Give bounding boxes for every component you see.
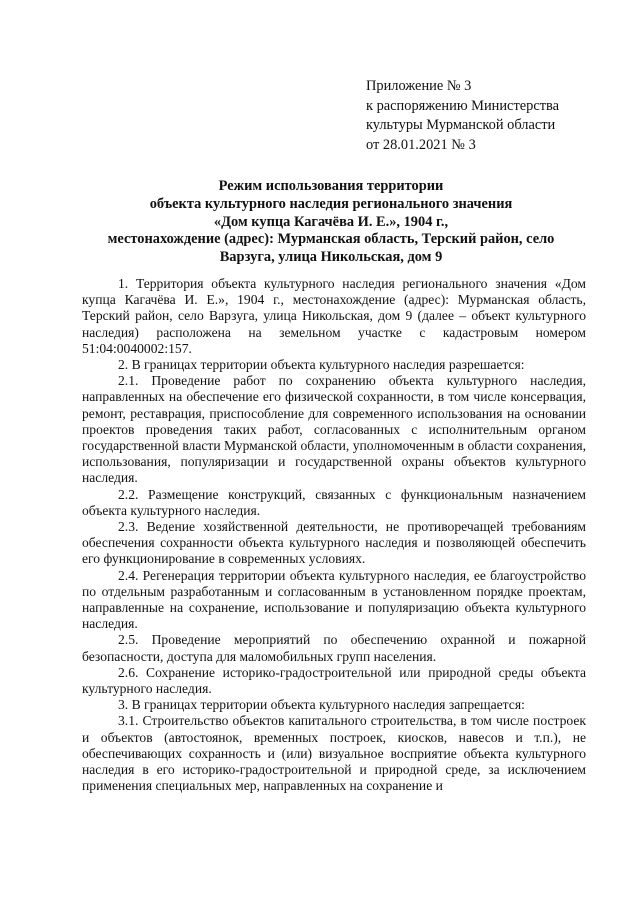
paragraph-2-6: 2.6. Сохранение историко-градостроительной или природной среды объекта культурного наследия. xyxy=(82,664,586,697)
paragraph-2: 2. В границах территории объекта культурного наследия разрешается: xyxy=(118,357,525,373)
document-title xyxy=(76,178,586,267)
appendix-date: от 28.01.2021 № 3 xyxy=(366,136,476,153)
title-line-2: объекта культурного наследия регионального значения xyxy=(149,195,513,212)
appendix-ministry: культуры Мурманской области xyxy=(366,117,556,133)
title-line-3: «Дом купца Кагачёва И. Е.», 1904 г., xyxy=(213,213,449,230)
paragraph-2-4: 2.4. Регенерация территории объекта культурного наследия, ее благоустройство по отдельным разработанным и согласованным в установленном порядке проектам, направленные на сохранение, использование и популяризацию объекта культурного наследия. xyxy=(82,567,586,632)
paragraph-3-1: 3.1. Строительство объектов капитального строительства, в том числе построек и объектов (автостоянок, временных построек, киосков, навесов и т.п.), не обеспечивающих сохранность и (или) визуальное восприятие объекта культурного наследия в его историко-градостроительной и природной среде, за исключением применения специальных мер, направленных на сохранение и xyxy=(82,713,586,794)
paragraph-2-3: 2.3. Ведение хозяйственной деятельности, не противоречащей требованиям обеспечения сохранности объекта культурного наследия и позволяющей обеспечить его функционирование в современных условиях. xyxy=(82,519,586,567)
paragraph-2-5: 2.5. Проведение мероприятий по обеспечению охранной и пожарной безопасности, доступа для маломобильных групп населения. xyxy=(82,632,586,664)
paragraph-1: 1. Территория объекта культурного наследия регионального значения «Дом купца Кагачёва И. Е.», 1904 г., местонахождение (адрес): Мурманская область, Терский район, село Варзуга, улица Никольская, дом 9 (далее – объект культурного наследия) расположена на земельном участке с кадастровым номером 51:04:0040002:157. xyxy=(82,276,586,356)
paragraph-2-2: 2.2. Размещение конструкций, связанных с функциональным назначением объекта культурного наследия. xyxy=(82,486,586,518)
title-line-4: местонахождение (адрес): Мурманская область, Терский район, село xyxy=(107,231,555,248)
document-body xyxy=(82,276,586,795)
appendix-number: Приложение № 3 xyxy=(366,78,472,94)
paragraph-2-1: 2.1. Проведение работ по сохранению объекта культурного наследия, направленных на обеспечение его физической сохранности, в том числе консервация, ремонт, реставрация, приспособление для современного использования на основании проектов проведения таких работ, согласованных с исполнительным органом государственной власти Мурманской области, уполномоченным в области сохранения, использования, популяризации и государственной охраны объектов культурного наследия. xyxy=(82,373,586,486)
title-line-5: Варзуга, улица Никольская, дом 9 xyxy=(219,249,443,266)
paragraph-3: 3. В границах территории объекта культурного наследия запрещается: xyxy=(118,697,525,713)
appendix-header xyxy=(366,77,616,155)
title-line-1: Режим использования территории xyxy=(218,178,444,194)
appendix-reference: к распоряжению Министерства xyxy=(366,97,559,114)
